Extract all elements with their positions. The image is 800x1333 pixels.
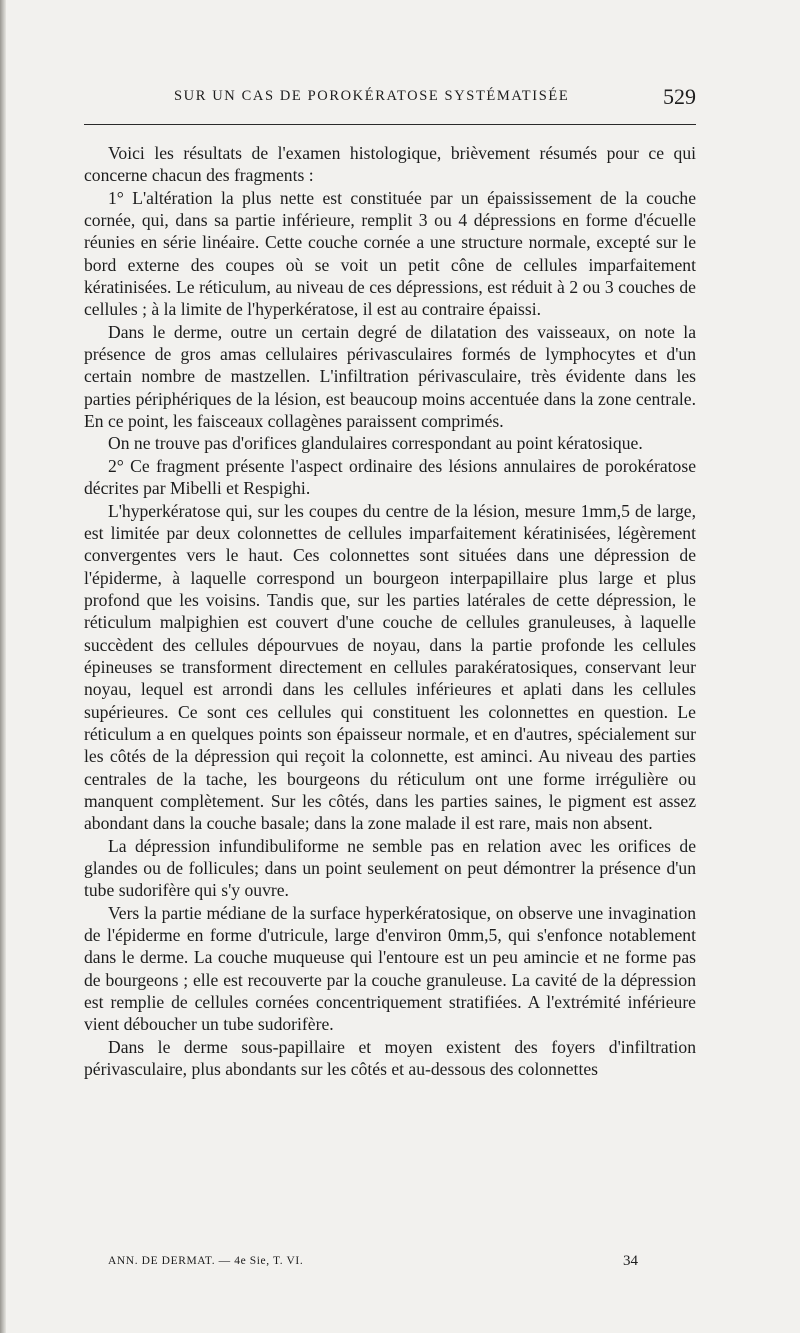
paragraph: On ne trouve pas d'orifices glandulaires correspondant au point kératosique. (108, 433, 643, 454)
paragraph: Dans le derme sous-papillaire et moyen existent des foyers d'infiltration périvasculaire, plus abondants sur les côtés et au-dessous des colonnettes (84, 1036, 696, 1080)
running-title: SUR UN CAS DE POROKÉRATOSE SYSTÉMATISÉE (174, 88, 570, 104)
signature-number: 34 (623, 1253, 638, 1269)
paragraph: 2° Ce fragment présente l'aspect ordinaire des lésions annulaires de porokératose décrites par Mibelli et Respighi. (84, 455, 696, 499)
paragraph: Vers la partie médiane de la surface hyperkératosique, on observe une invagination de l'épiderme en forme d'utricule, large d'environ 0mm,5, qui s'enfonce notablement dans le derme. La couche muqueuse qui l'entoure est un peu amincie et ne forme pas de bourgeons ; elle est recouverte par la couche granuleuse. La cavité de la dépression est remplie de cellules cornées concentriquement stratifiées. A l'extrémité inférieure vient déboucher un tube sudorifère. (84, 902, 696, 1035)
page-edge (0, 0, 6, 1333)
paragraph: Dans le derme, outre un certain degré de dilatation des vaisseaux, on note la présence de gros amas cellulaires périvasculaires formés de lymphocytes et d'un certain nombre de mastzellen. L'infiltration périvasculaire, très évidente dans les parties périphériques de la lésion, est beaucoup moins accentuée dans la zone centrale. En ce point, les faisceaux collagènes paraissent comprimés. (84, 321, 696, 432)
paragraph: L'hyperkératose qui, sur les coupes du centre de la lésion, mesure 1mm,5 de large, est limitée par deux colonnettes de cellules imparfaitement kératinisées, légèrement convergentes vers le haut. Ces colonnettes sont situées dans une dépression de l'épiderme, à laquelle correspond un bourgeon interpapillaire plus large et plus profond que les voisins. Tandis que, sur les parties latérales de cette dépression, le réticulum malpighien est couvert d'une couche de cellules granuleuses, à laquelle succèdent des cellules dépourvues de noyau, dans la partie profonde les cellules épineuses se transforment directement en cellules parakératosiques, conservant leur noyau, lequel est arrondi dans les cellules inférieures et aplati dans les cellules supérieures. Ce sont ces cellules qui constituent les colonnettes en question. Le réticulum a en quelques points son épaisseur normale, et en d'autres, spécialement sur les côtés de la dépression qui reçoit la colonnette, est aminci. Au niveau des parties centrales de la tache, les bourgeons du réticulum ont une forme irrégulière ou manquent complètement. Sur les côtés, dans les parties saines, le pigment est assez abondant dans la couche basale; dans la zone malade il est rare, mais non absent. (84, 500, 696, 834)
page-number: 529 (663, 84, 696, 109)
running-header (84, 84, 696, 114)
journal-reference: ANN. DE DERMAT. — 4e Sie, T. VI. (108, 1255, 304, 1267)
page-footer (84, 1253, 696, 1277)
header-rule (84, 124, 696, 125)
paragraph: La dépression infundibuliforme ne semble pas en relation avec les orifices de glandes ou de follicules; dans un point seulement on peut démontrer la présence d'un tube sudorifère qui s'y ouvre. (84, 835, 696, 901)
body-text (84, 142, 696, 1080)
paragraph: Voici les résultats de l'examen histologique, brièvement résumés pour ce qui concerne chacun des fragments : (84, 143, 696, 186)
paragraph: 1° L'altération la plus nette est constituée par un épaississement de la couche cornée, qui, dans sa partie inférieure, remplit 3 ou 4 dépressions en forme d'écuelle réunies en série linéaire. Cette couche cornée a une structure normale, excepté sur le bord externe des coupes où se voit un petit cône de cellules imparfaitement kératinisées. Le réticulum, au niveau de ces dépressions, est réduit à 2 ou 3 couches de cellules ; à la limite de l'hyperkératose, il est au contraire épaissi. (84, 187, 696, 320)
